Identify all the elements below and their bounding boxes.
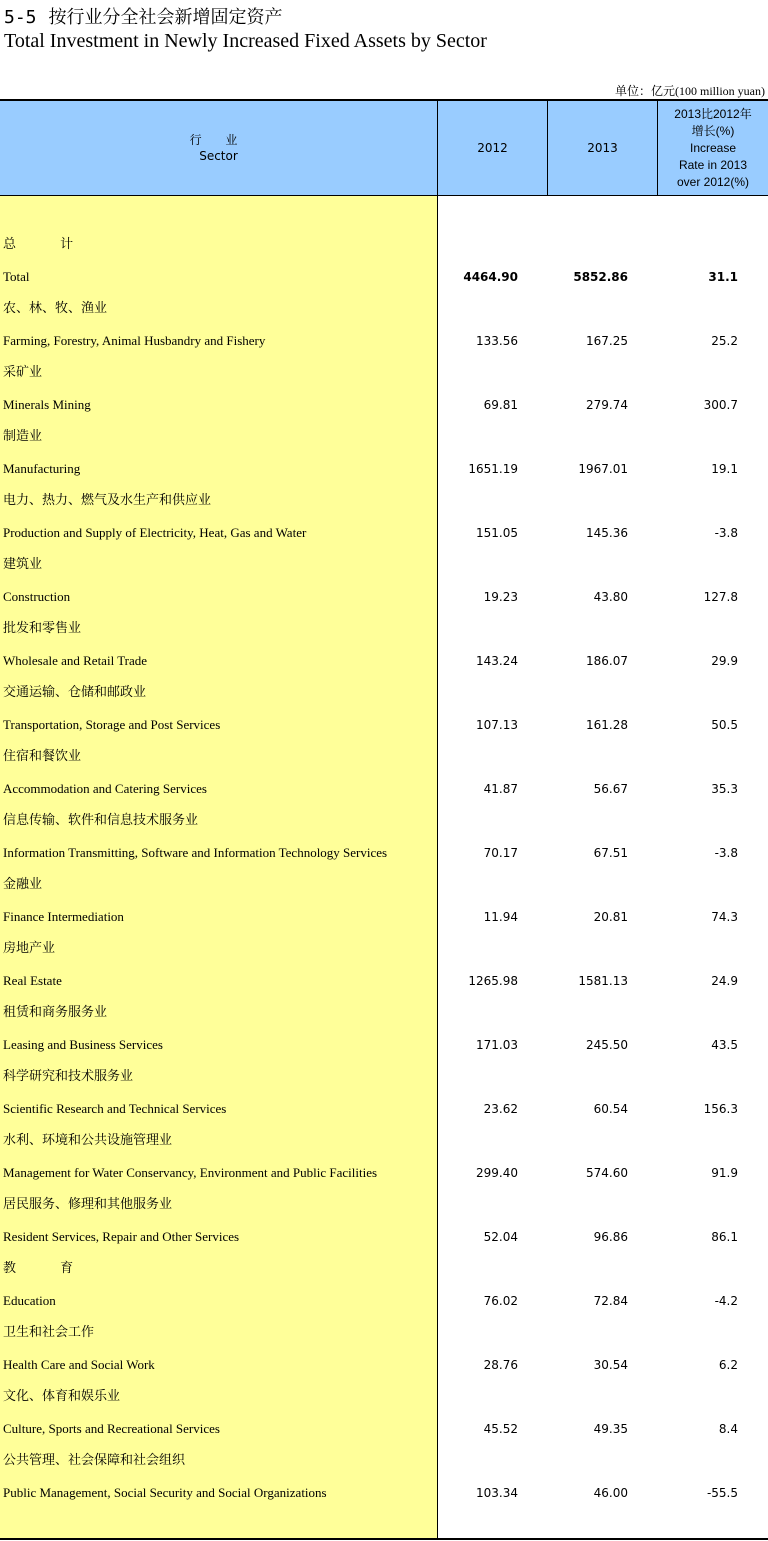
value-2012: 107.13: [476, 718, 518, 732]
value-2012: 1651.19: [468, 462, 518, 476]
value-2013: 161.28: [586, 718, 628, 732]
header-rate-line: 2013比2012年: [674, 106, 752, 121]
value-2012: 171.03: [476, 1038, 518, 1052]
header-rate-line: over 2012(%): [676, 174, 750, 189]
header-2012-label: 2012: [477, 141, 508, 155]
value-2013: 72.84: [593, 1294, 628, 1308]
value-2012: 103.34: [476, 1486, 518, 1500]
value-2012: 299.40: [476, 1166, 518, 1180]
value-2013: 145.36: [586, 526, 628, 540]
sector-name-en: Health Care and Social Work: [3, 1357, 155, 1372]
header-sector-en: Sector: [199, 149, 238, 163]
value-2012: 151.05: [476, 526, 518, 540]
header-rate: [658, 101, 768, 195]
unit-label: [615, 82, 765, 99]
value-2012: 76.02: [483, 1294, 518, 1308]
unit-cn: 单位：亿元: [614, 84, 675, 98]
value-rate: 6.2: [718, 1358, 738, 1372]
value-rate: 300.7: [703, 398, 738, 412]
value-rate: 86.1: [711, 1230, 738, 1244]
sector-name-en: Education: [3, 1293, 56, 1308]
header-2012: [438, 101, 547, 195]
value-2012: 4464.90: [463, 270, 518, 284]
sector-name-en: Resident Services, Repair and Other Services: [3, 1229, 240, 1244]
value-rate: 29.9: [711, 654, 738, 668]
value-2012: 70.17: [483, 846, 518, 860]
sector-name-en: Scientific Research and Technical Services: [3, 1101, 227, 1116]
sector-name-en: Information Transmitting, Software and Information Technology Services: [3, 845, 388, 860]
sector-name-en: Real Estate: [3, 973, 62, 988]
value-2012: 41.87: [483, 782, 518, 796]
value-rate: 24.9: [711, 974, 738, 988]
sector-name-cn: 文化、体育和娱乐业: [3, 1389, 121, 1404]
sector-name-cn: 卫生和社会工作: [3, 1325, 95, 1340]
sector-name-cn: 农、林、牧、渔业: [3, 301, 108, 316]
value-2012: 19.23: [483, 590, 518, 604]
sector-name-cn: 水利、环境和公共设施管理业: [3, 1133, 173, 1148]
value-rate: 127.8: [703, 590, 738, 604]
value-2012: 28.76: [483, 1358, 518, 1372]
sector-name-en: Wholesale and Retail Trade: [3, 653, 148, 668]
sector-name-cn: 金融业: [3, 877, 43, 892]
value-2013: 67.51: [593, 846, 628, 860]
value-2013: 30.54: [593, 1358, 628, 1372]
sector-name-en: Finance Intermediation: [3, 909, 124, 924]
value-rate: 43.5: [711, 1038, 738, 1052]
sector-name-en: Farming, Forestry, Animal Husbandry and Fishery: [3, 333, 266, 348]
value-2012: 143.24: [476, 654, 518, 668]
header-rate-line: Rate in 2013: [678, 157, 748, 172]
sector-name-en: Culture, Sports and Recreational Services: [3, 1421, 220, 1436]
page-title-cn: [4, 3, 283, 29]
table-title-cn: 按行业分全社会新增固定资产: [48, 7, 283, 28]
header-2013: [548, 101, 657, 195]
value-rate: -4.2: [714, 1294, 738, 1308]
value-2013: 279.74: [586, 398, 628, 412]
header-rate-line: 增长(%): [691, 123, 735, 138]
value-2012: 11.94: [483, 910, 518, 924]
value-2012: 69.81: [483, 398, 518, 412]
sector-name-cn: 信息传输、软件和信息技术服务业: [3, 813, 199, 828]
sector-name-cn: 房地产业: [3, 941, 56, 956]
sector-name-en: Transportation, Storage and Post Services: [3, 717, 221, 732]
value-2013: 49.35: [593, 1422, 628, 1436]
sector-name-cn: 居民服务、修理和其他服务业: [3, 1197, 173, 1212]
value-rate: -55.5: [706, 1486, 738, 1500]
table-number: 5-5: [4, 7, 37, 28]
sector-name-cn: 租赁和商务服务业: [3, 1005, 108, 1020]
value-2013: 5852.86: [573, 270, 628, 284]
value-rate: 31.1: [708, 270, 738, 284]
sector-name-cn: 教 育: [3, 1261, 94, 1276]
header-bottom-rule: [0, 195, 768, 196]
sector-name-en: Total: [3, 269, 30, 284]
sector-name-cn: 交通运输、仓储和邮政业: [3, 685, 147, 700]
unit-en: (100 million yuan): [675, 84, 765, 98]
table-bottom-rule: [0, 1538, 768, 1540]
value-rate: 35.3: [711, 782, 738, 796]
page-title-en: Total Investment in Newly Increased Fixed Assets by Sector: [4, 30, 487, 52]
value-2013: 186.07: [586, 654, 628, 668]
value-rate: 8.4: [718, 1422, 738, 1436]
value-2013: 1967.01: [578, 462, 628, 476]
sector-name-cn: 建筑业: [3, 557, 43, 572]
value-2012: 52.04: [483, 1230, 518, 1244]
value-rate: 19.1: [711, 462, 738, 476]
value-2013: 20.81: [593, 910, 628, 924]
value-2012: 23.62: [483, 1102, 518, 1116]
sector-name-en: Management for Water Conservancy, Environment and Public Facilities: [3, 1165, 378, 1180]
value-rate: -3.8: [714, 846, 738, 860]
value-2012: 45.52: [483, 1422, 518, 1436]
value-rate: 156.3: [703, 1102, 738, 1116]
sector-name-en: Manufacturing: [3, 461, 81, 476]
value-rate: 91.9: [711, 1166, 738, 1180]
value-rate: 50.5: [711, 718, 738, 732]
sector-name-cn: 公共管理、社会保障和社会组织: [3, 1453, 186, 1468]
sector-name-en: Accommodation and Catering Services: [3, 781, 207, 796]
sector-name-en: Minerals Mining: [3, 397, 91, 412]
value-2013: 43.80: [593, 590, 628, 604]
value-2013: 167.25: [586, 334, 628, 348]
value-rate: -3.8: [714, 526, 738, 540]
value-2013: 1581.13: [578, 974, 628, 988]
value-2012: 133.56: [476, 334, 518, 348]
value-2013: 60.54: [593, 1102, 628, 1116]
value-2013: 96.86: [593, 1230, 628, 1244]
sector-name-cn: 科学研究和技术服务业: [3, 1069, 134, 1084]
value-2013: 245.50: [586, 1038, 628, 1052]
sector-name-cn: 批发和零售业: [3, 621, 82, 636]
column-divider: [437, 101, 438, 1539]
sector-name-en: Leasing and Business Services: [3, 1037, 163, 1052]
sector-name-cn: 制造业: [3, 429, 43, 444]
value-2013: 46.00: [593, 1486, 628, 1500]
sector-name-cn: 电力、热力、燃气及水生产和供应业: [3, 493, 212, 508]
value-2013: 56.67: [593, 782, 628, 796]
sector-name-cn: 总 计: [3, 237, 94, 252]
value-2012: 1265.98: [468, 974, 518, 988]
header-2013-label: 2013: [587, 141, 618, 155]
sector-name-cn: 采矿业: [3, 365, 43, 380]
header-rate-line: Increase: [689, 140, 737, 155]
sector-name-en: Construction: [3, 589, 71, 604]
value-rate: 74.3: [711, 910, 738, 924]
value-2013: 574.60: [586, 1166, 628, 1180]
header-sector-cn: 行 业: [189, 133, 248, 147]
sector-name-en: Production and Supply of Electricity, Heat, Gas and Water: [3, 525, 307, 540]
sector-name-cn: 住宿和餐饮业: [3, 749, 82, 764]
value-rate: 25.2: [711, 334, 738, 348]
sector-name-en: Public Management, Social Security and Social Organizations: [3, 1485, 327, 1500]
header-sector: [0, 101, 437, 195]
